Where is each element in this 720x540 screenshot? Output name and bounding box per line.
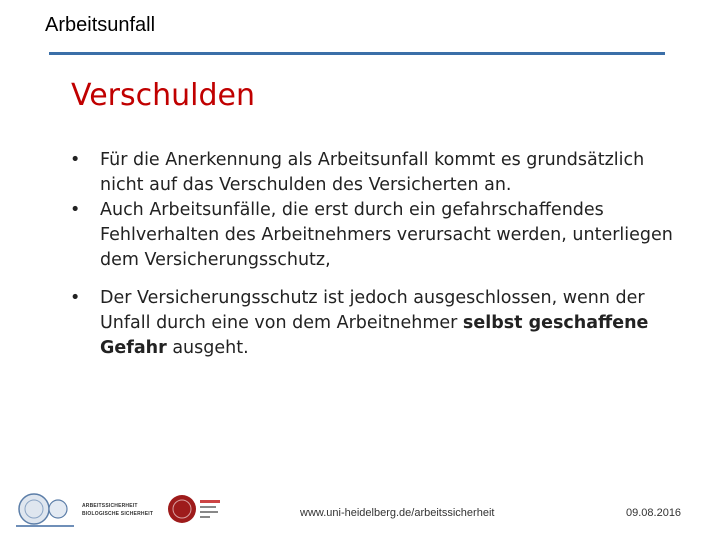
bullet-text-3a: Der Versicherungsschutz ist jedoch ausgeschlossen, wenn der Unfall durch eine von dem Arbeitnehmer: [100, 288, 645, 333]
footer-date: 09.08.2016: [626, 507, 682, 519]
header-title: Arbeitsunfall: [45, 14, 156, 36]
logo-text-line1: ARBEITSSICHERHEIT: [82, 503, 138, 509]
bullet-item-2: [70, 198, 680, 273]
bullet-text-2: Auch Arbeitsunfälle, die erst durch ein gefahrschaffendes Fehlverhalten des Arbeitnehmers verursacht werden, unterliegen dem Versicherungsschutz,: [100, 200, 673, 270]
bullet-item-1: [70, 148, 680, 198]
slide-title: Verschulden: [71, 78, 255, 113]
footer-url[interactable]: www.uni-heidelberg.de/arbeitssicherheit: [300, 507, 495, 519]
bullet-list: [70, 148, 680, 361]
bullet-text-1: Für die Anerkennung als Arbeitsunfall kommt es grundsätzlich nicht auf das Verschulden des Versicherten an.: [100, 150, 645, 195]
bullet-text-3b: ausgeht.: [166, 338, 249, 358]
footer-logos: [10, 492, 230, 530]
logo-text-line2: BIOLOGISCHE SICHERHEIT: [82, 511, 154, 517]
bullet-text-3-bold: selbst geschaffene Gefahr: [100, 313, 649, 358]
bullet-item-3: [70, 286, 680, 361]
header-divider: [49, 52, 665, 55]
